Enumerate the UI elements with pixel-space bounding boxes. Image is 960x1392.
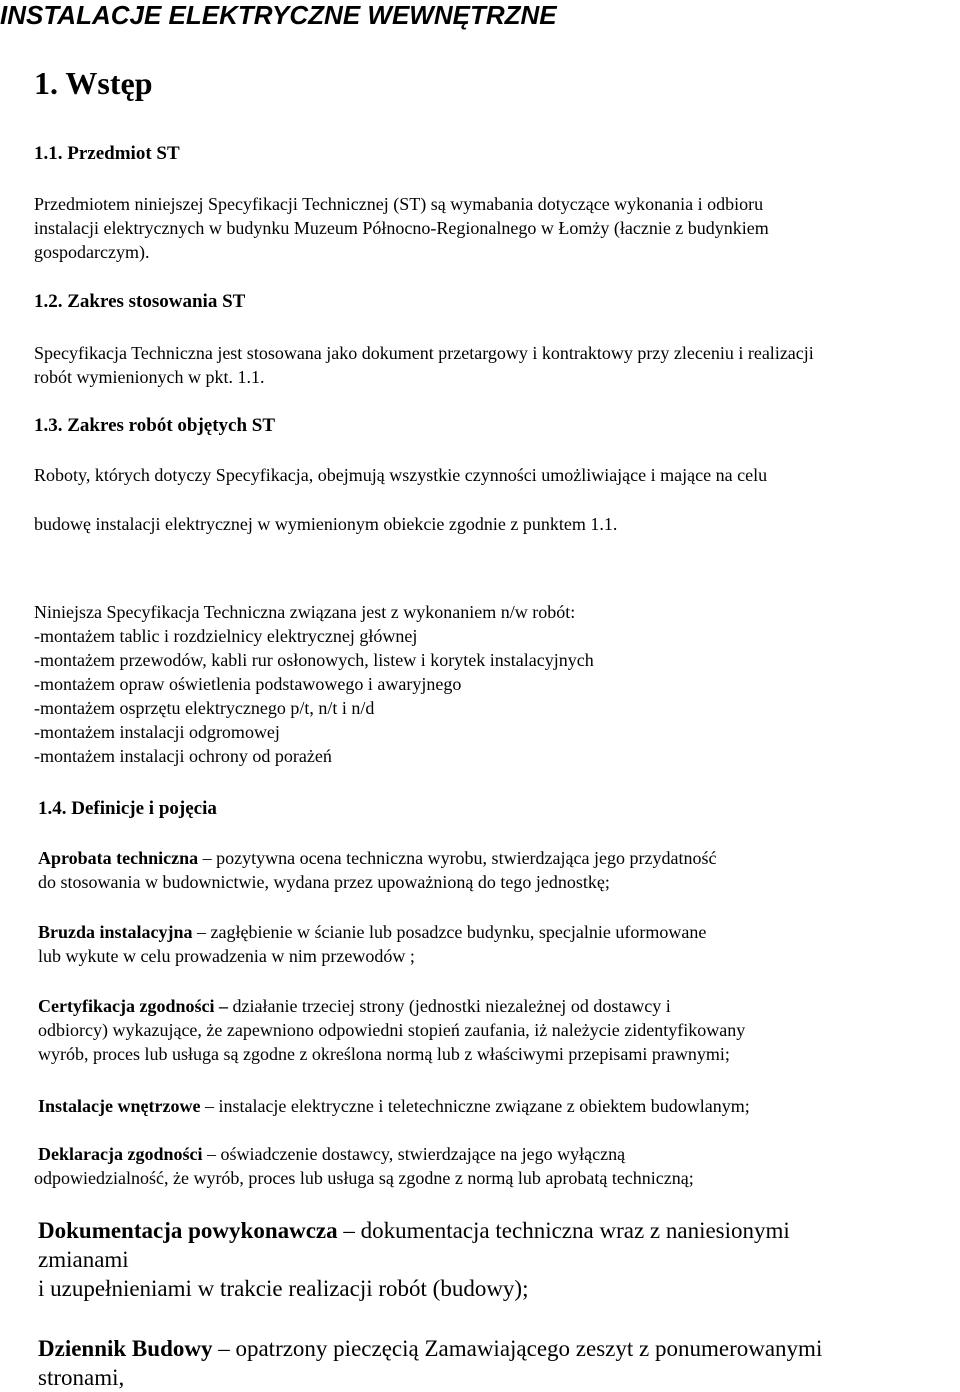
definition-line (38, 920, 706, 944)
definition-text: – zagłębienie w ścianie lub posadzce budynku, specjalnie uformowane (192, 922, 707, 942)
list-item: -montażem osprzętu elektrycznego p/t, n/t i n/d (34, 698, 375, 718)
definition-term: Dziennik Budowy (38, 1336, 213, 1361)
list-item: -montażem opraw oświetlenia podstawowego i awaryjnego (34, 674, 462, 694)
definition-text: – opatrzony pieczęcią Zamawiającego zeszyt z ponumerowanymi (212, 1336, 823, 1361)
definition-term: Deklaracja zgodności (38, 1144, 203, 1164)
definition-deklaracja (34, 1142, 694, 1190)
definition-certyfikacja (38, 994, 745, 1066)
paragraph-line: robót wymienionych w pkt. 1.1. (34, 367, 265, 387)
paragraph-line: instalacji elektrycznych w budynku Muzeum Północno-Regionalnego w Łomży (łacznie z budynkiem (34, 218, 769, 238)
definition-term: Aprobata techniczna (38, 848, 199, 868)
list-item: -montażem instalacji ochrony od porażeń (34, 746, 332, 766)
definition-line: wyrób, proces lub usługa są zgodne z określona normą lub z właściwymi przepisami prawnymi; (38, 1044, 730, 1064)
definition-term: Dokumentacja powykonawcza (38, 1218, 338, 1243)
definition-line (38, 1216, 790, 1245)
definition-text: – pozytywna ocena techniczna wyrobu, stwierdzająca jego przydatność (198, 848, 717, 868)
definition-line: zmianami (38, 1247, 129, 1272)
definition-aprobata (38, 846, 716, 894)
definition-bruzda (38, 920, 706, 968)
definition-line: do stosowania w budownictwie, wydana przez upoważnioną do tego jednostkę; (38, 872, 610, 892)
definition-text: – dokumentacja techniczna wraz z naniesionymi (337, 1218, 790, 1243)
document-title: INSTALACJE ELEKTRYCZNE WEWNĘTRZNE (0, 0, 557, 30)
definition-line: lub wykute w celu prowadzenia w nim przewodów ; (38, 946, 415, 966)
definition-line (38, 1334, 822, 1363)
definition-term: Certyfikacja zgodności – (38, 996, 228, 1016)
paragraph-line: gospodarczym). (34, 242, 150, 262)
definition-line (38, 1094, 750, 1118)
definition-line: stronami, (38, 1365, 125, 1390)
paragraph-zakres-robot-line1: Roboty, których dotyczy Specyfikacja, obejmują wszystkie czynności umożliwiające i mające na celu (34, 465, 768, 485)
definition-dokumentacja (38, 1216, 790, 1303)
works-list (34, 600, 594, 768)
paragraph-line: Przedmiotem niniejszej Specyfikacji Technicznej (ST) są wymabania dotyczące wykonania i odbioru (34, 194, 764, 214)
list-item: -montażem tablic i rozdzielnicy elektrycznej głównej (34, 626, 418, 646)
subsection-heading-przedmiot: 1.1. Przedmiot ST (34, 143, 180, 164)
definition-term: Bruzda instalacyjna (38, 922, 193, 942)
definition-term: Instalacje wnętrzowe (38, 1096, 201, 1116)
definition-line: i uzupełnieniami w trakcie realizacji robót (budowy); (38, 1276, 529, 1301)
definition-line (38, 846, 716, 870)
definition-line (38, 994, 745, 1018)
list-item: -montażem przewodów, kabli rur osłonowych, listew i korytek instalacyjnych (34, 650, 594, 670)
subsection-heading-zakres-stosowania: 1.2. Zakres stosowania ST (34, 291, 246, 312)
paragraph-zakres-stosowania (34, 341, 814, 389)
definition-line: odpowiedzialność, że wyrób, proces lub usługa są zgodne z normą lub aprobatą techniczną; (34, 1168, 694, 1188)
paragraph-zakres-robot-line2: budowę instalacji elektrycznej w wymienionym obiekcie zgodnie z punktem 1.1. (34, 514, 618, 534)
definition-line: odbiorcy) wykazujące, że zapewniono odpowiedni stopień zaufania, iż należycie zidentyfikowany (38, 1020, 746, 1040)
subsection-heading-definicje: 1.4. Definicje i pojęcia (38, 798, 217, 819)
definition-instalacje-wnetrzowe (38, 1094, 750, 1118)
paragraph-line: Specyfikacja Techniczna jest stosowana jako dokument przetargowy i kontraktowy przy zleceniu i realizacji (34, 343, 814, 363)
definition-text: – oświadczenie dostawcy, stwierdzające na jego wyłączną (202, 1144, 626, 1164)
paragraph-przedmiot (34, 192, 769, 264)
definition-text: – instalacje elektryczne i teletechniczne związane z obiektem budowlanym; (200, 1096, 750, 1116)
definition-line (34, 1142, 694, 1166)
section-heading-wstep: 1. Wstęp (34, 65, 153, 101)
works-list-intro: Niniejsza Specyfikacja Techniczna związana jest z wykonaniem n/w robót: (34, 602, 576, 622)
definition-text: działanie trzeciej strony (jednostki niezależnej od dostawcy i (227, 996, 671, 1016)
definition-dziennik-budowy (38, 1334, 822, 1392)
subsection-heading-zakres-robot: 1.3. Zakres robót objętych ST (34, 415, 276, 436)
list-item: -montażem instalacji odgromowej (34, 722, 280, 742)
